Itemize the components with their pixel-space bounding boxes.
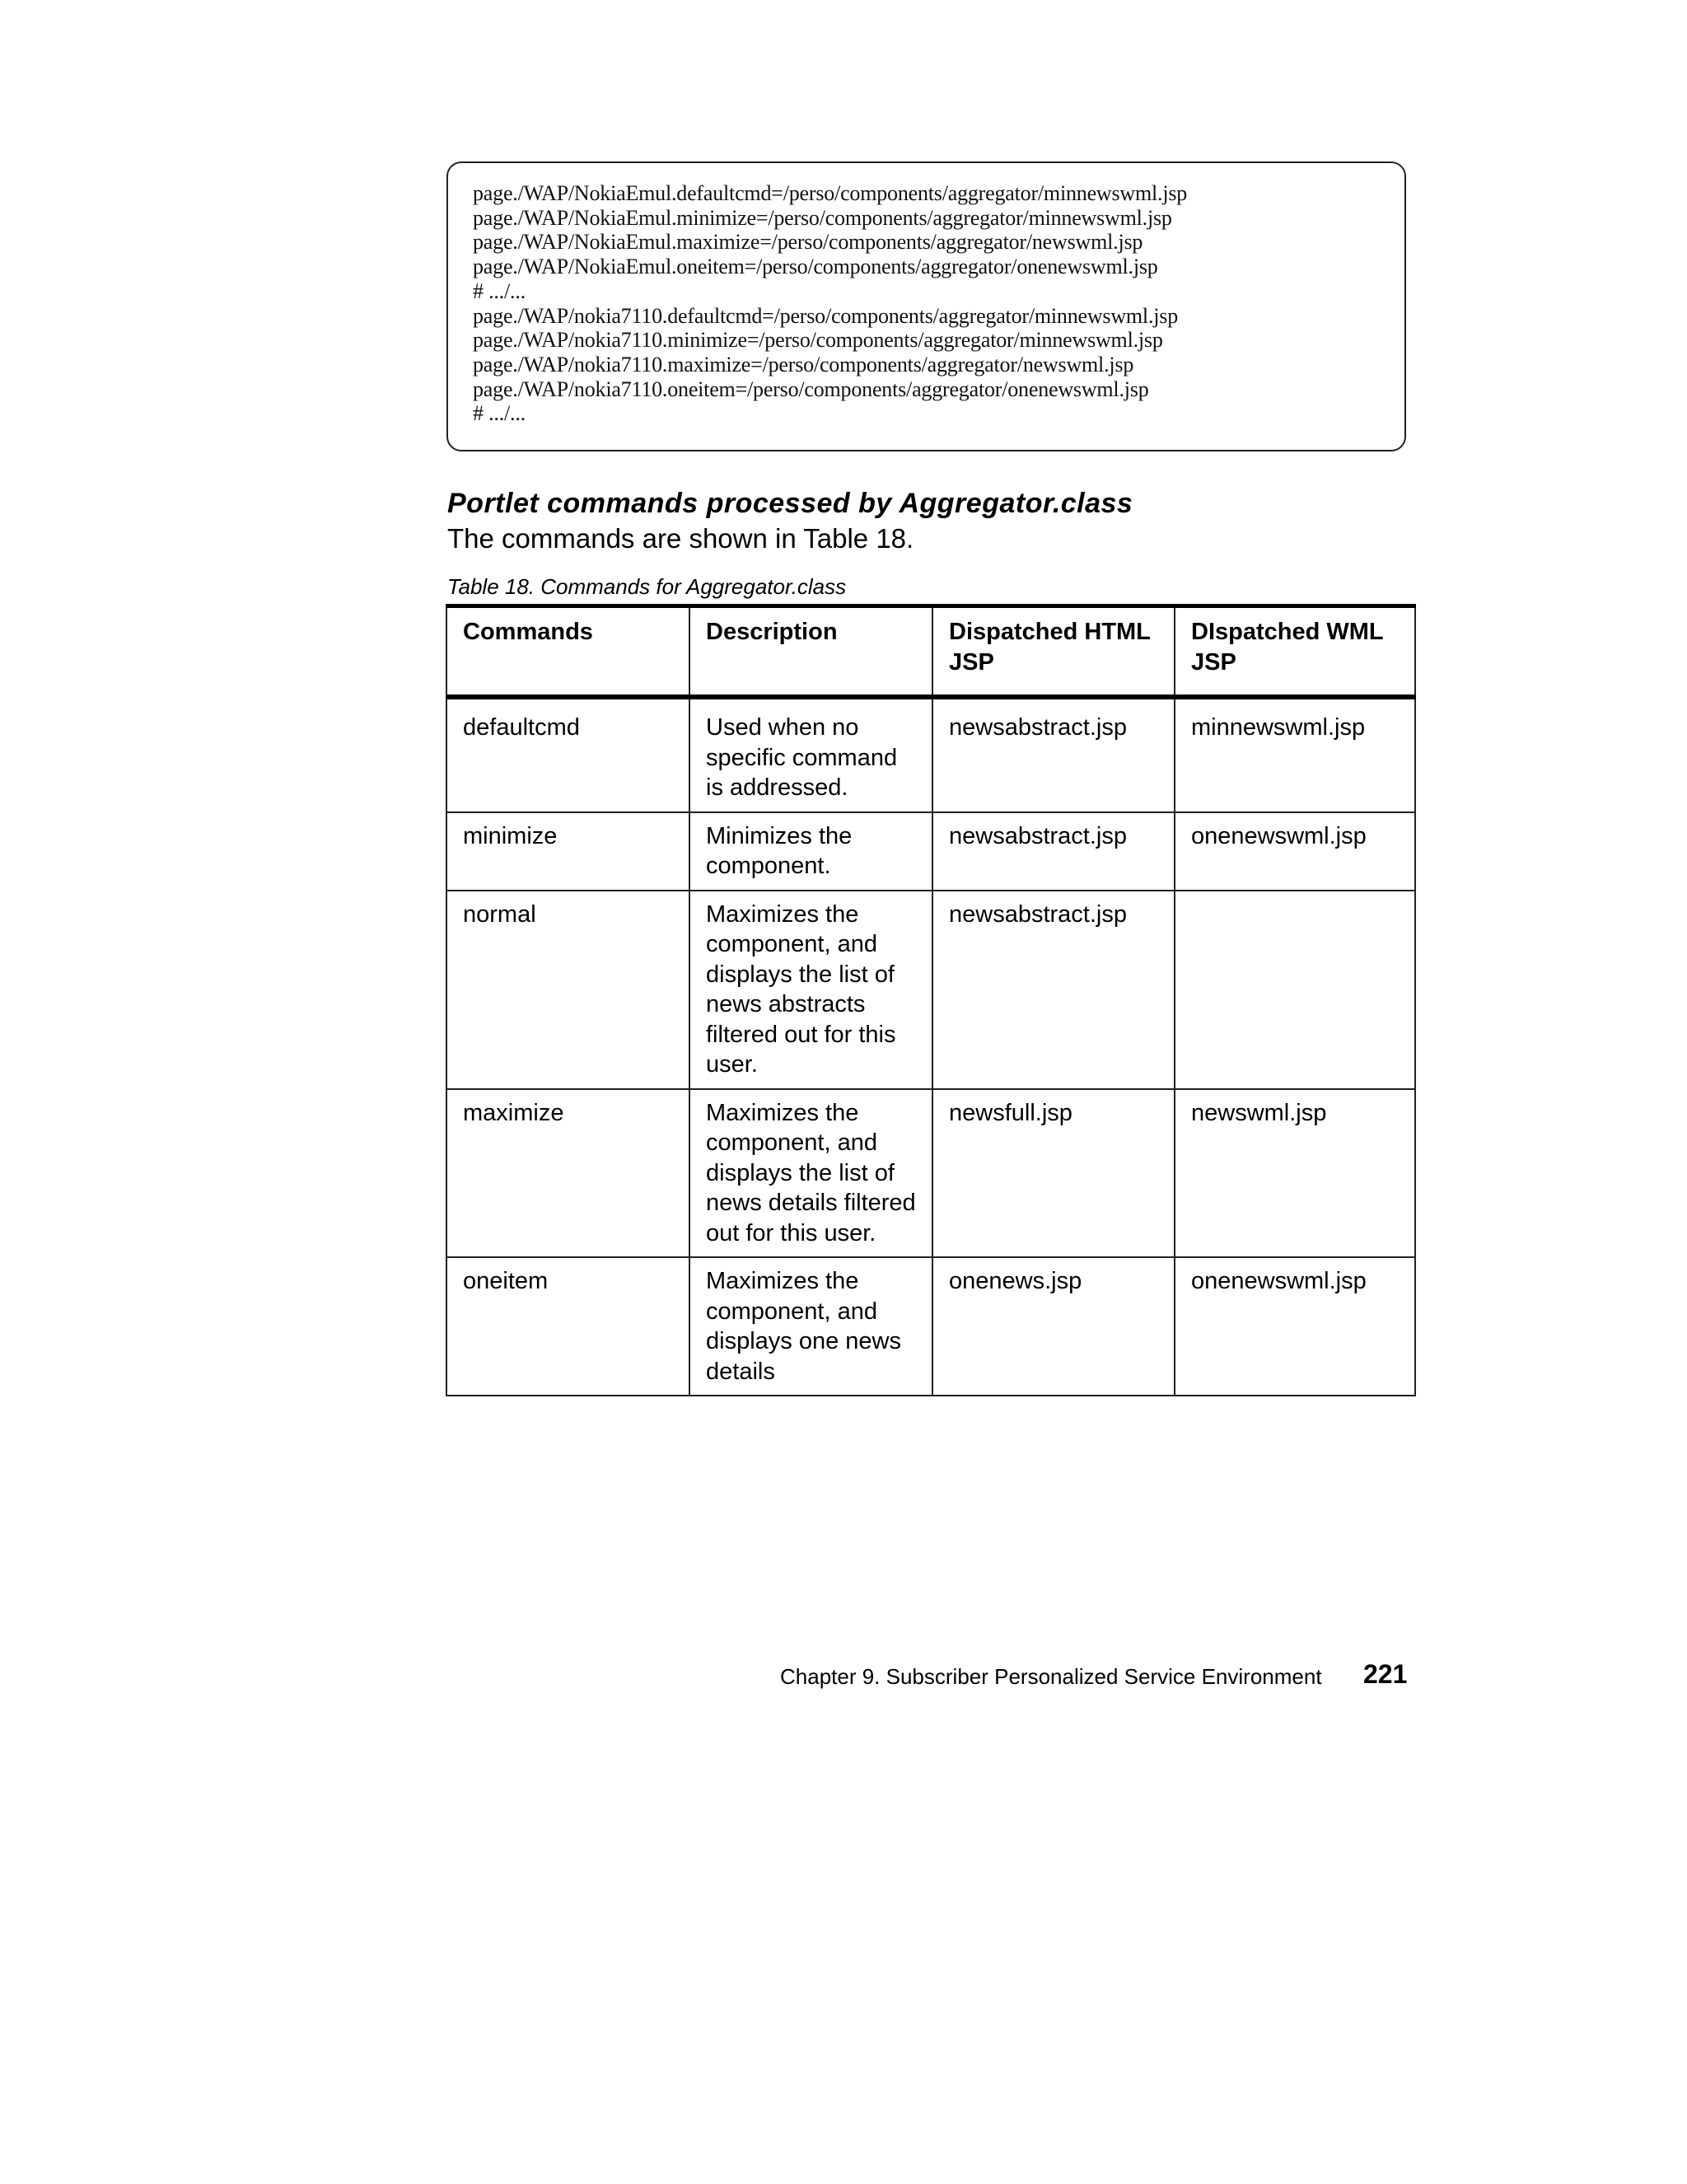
cell-command: defaultcmd (446, 697, 689, 812)
cell-command: minimize (446, 812, 689, 891)
code-line: page./WAP/nokia7110.minimize=/perso/components/aggregator/minnewswml.jsp (473, 328, 1163, 353)
table-header-row (446, 606, 1415, 698)
column-header-wml-jsp: DIspatched WML JSP (1175, 606, 1415, 698)
cell-description: Maximizes the component, and displays the list of news abstracts filtered out for this user. (689, 891, 932, 1089)
code-line: page./WAP/NokiaEmul.defaultcmd=/perso/components/aggregator/minnewswml.jsp (473, 181, 1188, 205)
cell-html-jsp: newsabstract.jsp (932, 812, 1175, 891)
footer-chapter-title: Chapter 9. Subscriber Personalized Service Environment (780, 1664, 1322, 1689)
cell-wml-jsp: onenewswml.jsp (1175, 812, 1415, 891)
code-line: page./WAP/NokiaEmul.minimize=/perso/components/aggregator/minnewswml.jsp (473, 205, 1172, 230)
cell-command: normal (446, 891, 689, 1089)
cell-wml-jsp: newswml.jsp (1175, 1089, 1415, 1258)
cell-html-jsp: onenews.jsp (932, 1257, 1175, 1396)
cell-description: Used when no specific command is addressed. (689, 697, 932, 812)
cell-description: Maximizes the component, and displays one news details (689, 1257, 932, 1396)
code-line: page./WAP/NokiaEmul.oneitem=/perso/components/aggregator/onenewswml.jsp (473, 255, 1158, 279)
column-header-description: Description (689, 606, 932, 698)
cell-command: oneitem (446, 1257, 689, 1396)
cell-html-jsp: newsabstract.jsp (932, 697, 1175, 812)
footer-page-number: 221 (1363, 1659, 1408, 1689)
cell-html-jsp: newsfull.jsp (932, 1089, 1175, 1258)
cell-description: Maximizes the component, and displays the list of news details filtered out for this user. (689, 1089, 932, 1258)
code-line: page./WAP/nokia7110.oneitem=/perso/components/aggregator/onenewswml.jsp (473, 376, 1149, 401)
cell-wml-jsp: minnewswml.jsp (1175, 697, 1415, 812)
table-row (446, 697, 1415, 812)
column-header-html-jsp: Dispatched HTML JSP (932, 606, 1175, 698)
column-header-commands: Commands (446, 606, 689, 698)
code-line: page./WAP/nokia7110.maximize=/perso/components/aggregator/newswml.jsp (473, 352, 1134, 376)
cell-html-jsp: newsabstract.jsp (932, 891, 1175, 1089)
table-row (446, 812, 1415, 891)
section-heading: Portlet commands processed by Aggregator.class (447, 488, 1133, 519)
code-line: page./WAP/NokiaEmul.maximize=/perso/components/aggregator/newswml.jsp (473, 230, 1143, 255)
table-row (446, 891, 1415, 1089)
table-row (446, 1257, 1415, 1396)
cell-command: maximize (446, 1089, 689, 1258)
cell-wml-jsp (1175, 891, 1415, 1089)
code-block (446, 161, 1406, 451)
code-line: page./WAP/nokia7110.defaultcmd=/perso/components/aggregator/minnewswml.jsp (473, 303, 1178, 328)
code-line: # .../... (473, 401, 526, 426)
table-caption: Table 18. Commands for Aggregator.class (447, 574, 847, 599)
code-line: # .../... (473, 278, 526, 303)
cell-wml-jsp: onenewswml.jsp (1175, 1257, 1415, 1396)
intro-paragraph: The commands are shown in Table 18. (447, 523, 914, 554)
cell-description: Minimizes the component. (689, 812, 932, 891)
table-row (446, 1089, 1415, 1258)
commands-table (446, 604, 1416, 1396)
